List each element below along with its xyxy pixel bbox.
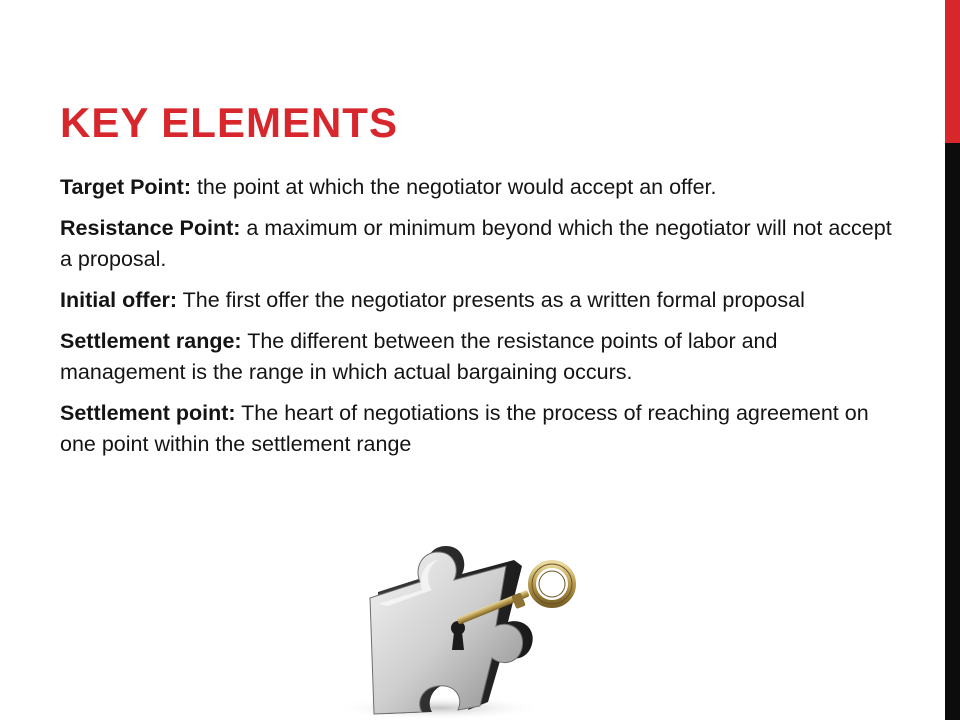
term-label: Resistance Point: (60, 216, 241, 240)
slide-body (60, 172, 900, 470)
list-item-resistance-point (60, 213, 900, 275)
puzzle-key-icon (318, 532, 608, 720)
slide-title: KEY ELEMENTS (60, 99, 398, 146)
side-accent-bar-red (945, 0, 960, 143)
list-item-target-point (60, 172, 900, 203)
list-item-settlement-point (60, 398, 900, 460)
term-label: Settlement range: (60, 329, 242, 353)
term-definition: a maximum or minimum beyond which the negotiator will not accept a proposal. (60, 216, 892, 271)
term-label: Initial offer: (60, 288, 178, 312)
list-item-settlement-range (60, 326, 900, 388)
list-item-initial-offer (60, 285, 900, 316)
term-label: Target Point: (60, 175, 191, 199)
term-label: Settlement point: (60, 401, 236, 425)
term-definition: The different between the resistance points of labor and management is the range in which actual bargaining occurs. (60, 329, 778, 384)
term-definition: The first offer the negotiator presents as a written formal proposal (177, 288, 805, 312)
term-definition: The heart of negotiations is the process of reaching agreement on one point within the settlement range (60, 401, 869, 456)
term-definition: the point at which the negotiator would accept an offer. (190, 175, 717, 199)
side-accent-bar-black (945, 143, 960, 720)
